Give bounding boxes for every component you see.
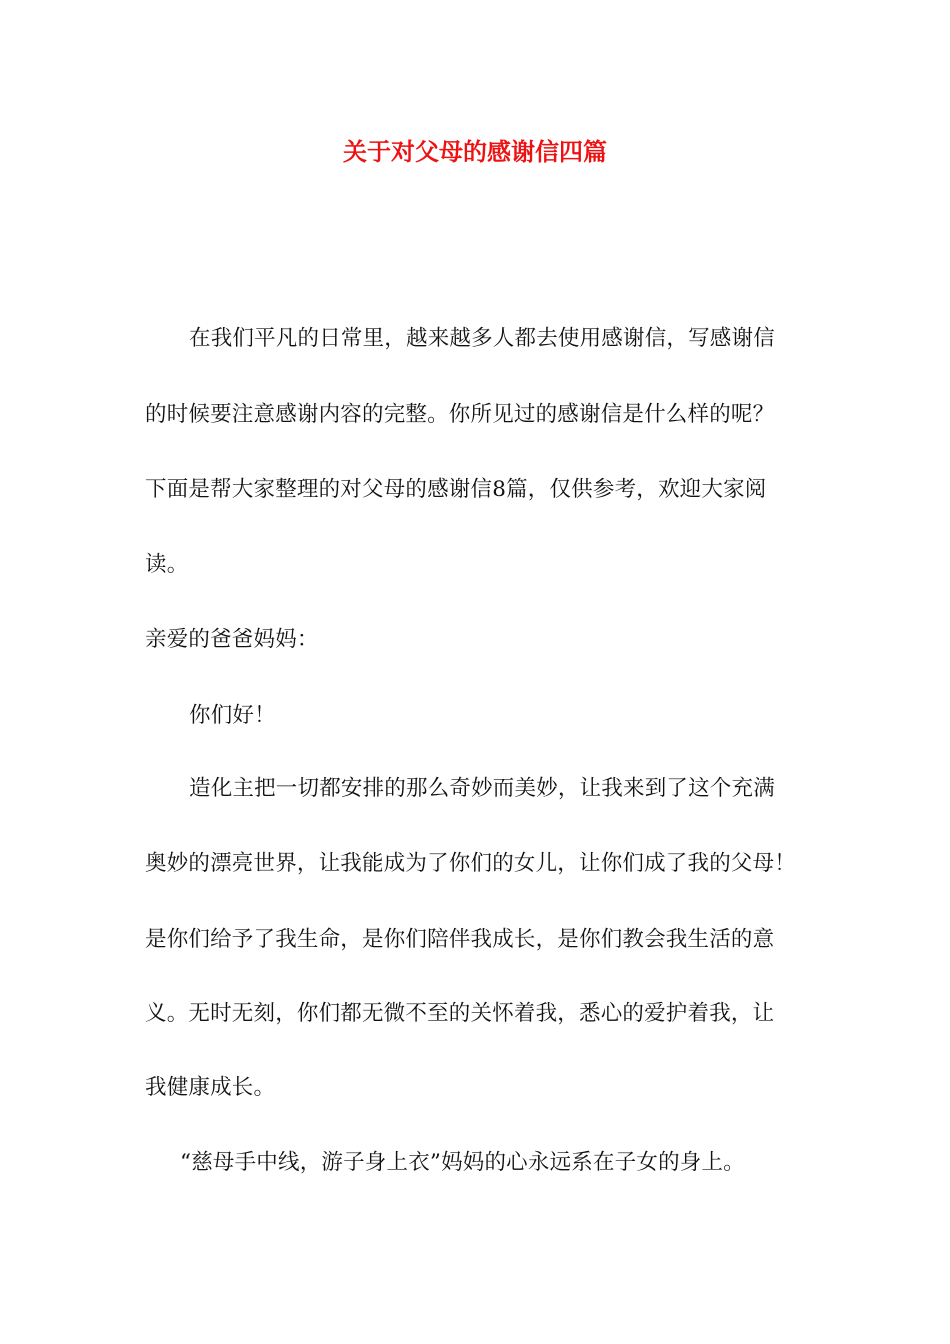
document-title: 关于对父母的感谢信四篇 — [343, 138, 607, 166]
paragraph-line: 是你们给予了我生命，是你们陪伴我成长，是你们教会我生活的意 — [145, 927, 775, 952]
paragraph-line: 奥妙的漂亮世界，让我能成为了你们的女儿，让你们成了我的父母！ — [145, 851, 797, 876]
paragraph-line: 的时候要注意感谢内容的完整。你所见过的感谢信是什么样的呢？ — [145, 402, 775, 427]
paragraph-line: 在我们平凡的日常里，越来越多人都去使用感谢信，写感谢信 — [189, 326, 775, 351]
salutation-line: 亲爱的爸爸妈妈： — [145, 627, 319, 652]
paragraph-line: 下面是帮大家整理的对父母的感谢信8篇，仅供参考，欢迎大家阅 — [145, 477, 767, 502]
paragraph-line: 造化主把一切都安排的那么奇妙而美妙，让我来到了这个充满 — [189, 776, 775, 801]
paragraph-line: 读。 — [145, 552, 189, 577]
greeting-line: 你们好！ — [189, 703, 276, 728]
paragraph-line: 我健康成长。 — [145, 1075, 276, 1100]
quote-line: “慈母手中线，游子身上衣”妈妈的心永远系在子女的身上。 — [180, 1150, 745, 1175]
paragraph-line: 义。无时无刻，你们都无微不至的关怀着我，悉心的爱护着我，让 — [145, 1001, 775, 1026]
